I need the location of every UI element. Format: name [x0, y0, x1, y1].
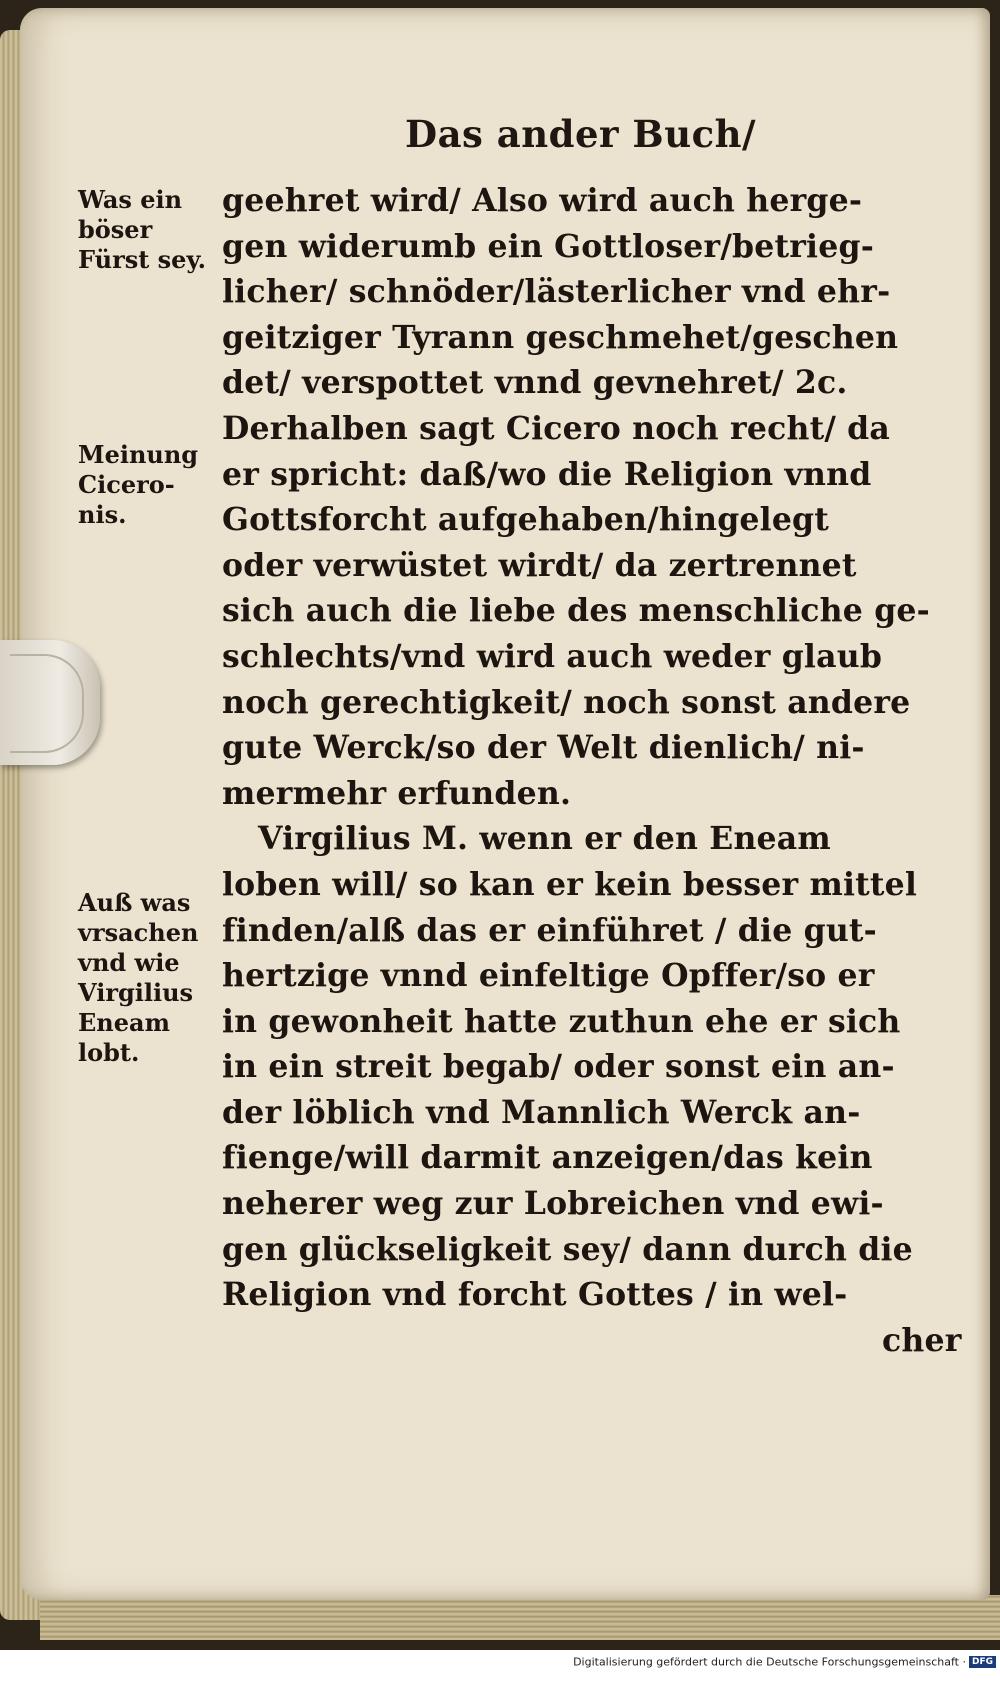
text-line: loben will/ so kan er kein besser mittel	[222, 865, 918, 903]
text-line: hertzige vnnd einfeltige Opffer/so er	[222, 957, 875, 995]
marginal-line: Meinung	[78, 440, 199, 469]
text-line: Derhalben sagt Cicero noch recht/ da	[222, 409, 891, 447]
text-line: gen widerumb ein Gottloser/betrieg-	[222, 227, 874, 265]
dfg-logo: DFG	[969, 1656, 996, 1668]
page-stack-bottom-edge	[40, 1595, 1000, 1640]
text-line: Gottsforcht aufgehaben/hingelegt	[222, 501, 830, 539]
text-line: in ein streit begab/ oder sonst ein an-	[222, 1048, 895, 1086]
text-line: schlechts/vnd wird auch weder glaub	[222, 637, 883, 675]
text-line: geitziger Tyrann geschmehet/geschen	[222, 318, 899, 356]
text-line: Religion vnd forcht Gottes / in wel-	[222, 1276, 848, 1314]
marginal-line: Virgilius	[78, 978, 194, 1007]
text-line: er spricht: daß/wo die Religion vnnd	[222, 455, 872, 493]
marginal-note-3	[78, 888, 228, 1068]
text-line: der löblich vnd Mannlich Werck an-	[222, 1093, 861, 1131]
text-line: licher/ schnöder/lästerlicher vnd ehr-	[222, 273, 891, 311]
running-head: Das ander Buch/	[405, 112, 757, 156]
text-line: finden/alß das er einführet / die gut-	[222, 911, 877, 949]
marginal-line: Was ein	[78, 185, 183, 214]
marginal-line: Fürst sey.	[78, 245, 206, 274]
text-line: oder verwüstet wirdt/ da zertrennet	[222, 546, 857, 584]
text-line: geehret wird/ Also wird auch herge-	[222, 182, 863, 219]
text-line: det/ verspottet vnnd gevnehret/ 2c.	[222, 364, 848, 402]
marginal-line: vnd wie	[78, 948, 180, 977]
marginal-line: Auß was	[78, 888, 191, 917]
text-line: neherer weg zur Lobreichen vnd ewi-	[222, 1185, 884, 1223]
marginal-line: nis.	[78, 500, 127, 529]
marginal-line: böser	[78, 215, 153, 244]
text-line: mermehr erfunden.	[222, 774, 572, 812]
marginal-note-1	[78, 185, 228, 275]
text-line: gen glückseligkeit sey/ dann durch die	[222, 1230, 913, 1268]
text-line: fienge/will darmit anzeigen/das kein	[222, 1139, 873, 1177]
text-line: in gewonheit hatte zuthun ehe er sich	[222, 1002, 901, 1040]
main-text-block	[222, 178, 962, 1363]
text-line: gute Werck/so der Welt dienlich/ ni-	[222, 729, 865, 767]
marginal-line: Eneam	[78, 1008, 170, 1037]
paragraph-start-line: Virgilius M. wenn er den Eneam	[258, 820, 831, 858]
marginal-line: vrsachen	[78, 918, 199, 947]
marginal-line: lobt.	[78, 1038, 140, 1067]
marginal-note-2	[78, 440, 228, 530]
catchword: cher	[882, 1321, 962, 1359]
marginal-line: Cicero-	[78, 470, 175, 499]
text-line: sich auch die liebe des menschliche ge-	[222, 592, 930, 630]
digitization-footer	[0, 1655, 1000, 1677]
page-clip	[0, 640, 100, 765]
page-clip-wire	[10, 654, 84, 753]
footer-credit: Digitalisierung gefördert durch die Deutsche Forschungsgemeinschaft ·	[573, 1655, 966, 1669]
text-line: noch gerechtigkeit/ noch sonst andere	[222, 683, 911, 721]
